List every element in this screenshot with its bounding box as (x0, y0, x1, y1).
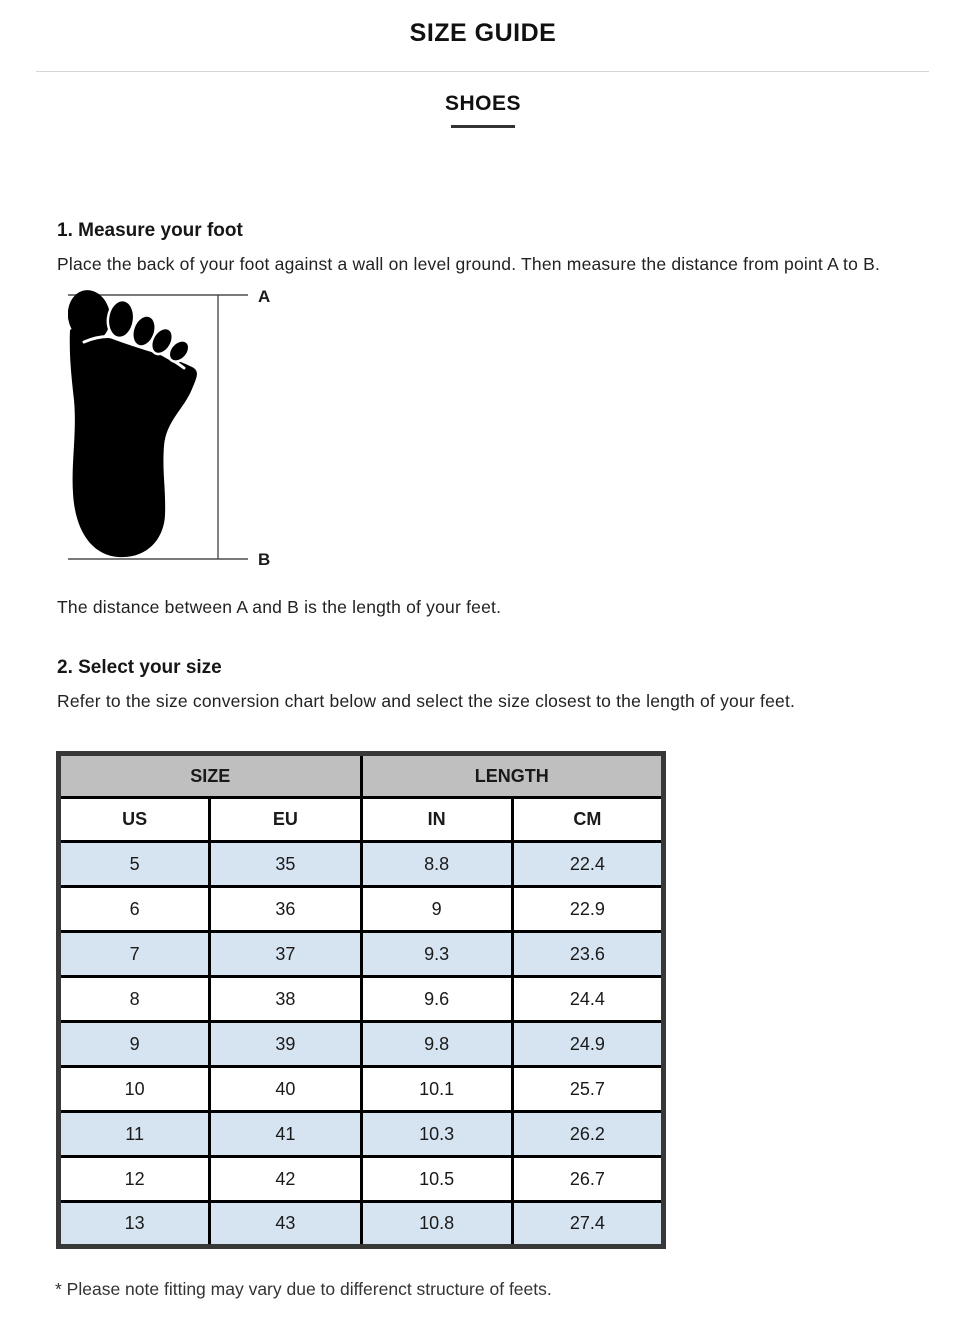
cell-cm: 27.4 (512, 1202, 663, 1247)
cell-us: 8 (59, 977, 210, 1022)
cell-in: 9 (361, 887, 512, 932)
cell-in: 8.8 (361, 842, 512, 887)
cell-in: 10.3 (361, 1112, 512, 1157)
category-underline (451, 125, 515, 128)
group-header-length: LENGTH (361, 754, 664, 798)
cell-cm: 22.9 (512, 887, 663, 932)
cell-eu: 35 (210, 842, 361, 887)
cell-cm: 26.2 (512, 1112, 663, 1157)
table-row (59, 1202, 664, 1247)
cell-eu: 43 (210, 1202, 361, 1247)
table-row (59, 1067, 664, 1112)
cell-eu: 41 (210, 1112, 361, 1157)
cell-us: 7 (59, 932, 210, 977)
page-title: SIZE GUIDE (409, 19, 557, 47)
cell-in: 10.8 (361, 1202, 512, 1247)
cell-us: 6 (59, 887, 210, 932)
point-a-label: A (258, 288, 271, 306)
table-column-header-row (59, 798, 664, 842)
col-header-us: US (59, 798, 210, 842)
table-row (59, 842, 664, 887)
cell-eu: 40 (210, 1067, 361, 1112)
col-header-in: IN (361, 798, 512, 842)
table-row (59, 887, 664, 932)
cell-in: 10.1 (361, 1067, 512, 1112)
foot-measurement-diagram (68, 288, 288, 572)
cell-cm: 22.4 (512, 842, 663, 887)
cell-us: 10 (59, 1067, 210, 1112)
cell-in: 9.3 (361, 932, 512, 977)
table-row (59, 932, 664, 977)
divider (36, 71, 929, 72)
point-b-label: B (258, 550, 271, 569)
cell-us: 11 (59, 1112, 210, 1157)
cell-cm: 26.7 (512, 1157, 663, 1202)
table-row (59, 1022, 664, 1067)
select-step-heading: 2. Select your size (57, 657, 222, 678)
size-conversion-table (56, 751, 666, 1249)
footnote: * Please note fitting may vary due to differenct structure of feets. (55, 1279, 552, 1299)
cell-eu: 37 (210, 932, 361, 977)
measure-step-instruction: Place the back of your foot against a wall on level ground. Then measure the distance from point A to B. (57, 254, 881, 274)
col-header-eu: EU (210, 798, 361, 842)
cell-us: 13 (59, 1202, 210, 1247)
table-group-header-row (59, 754, 664, 798)
cell-in: 9.6 (361, 977, 512, 1022)
diagram-caption: The distance between A and B is the length of your feet. (57, 597, 502, 617)
foot-silhouette (68, 288, 197, 557)
col-header-cm: CM (512, 798, 663, 842)
cell-in: 10.5 (361, 1157, 512, 1202)
cell-in: 9.8 (361, 1022, 512, 1067)
select-step-instruction: Refer to the size conversion chart below and select the size closest to the length of your feet. (57, 691, 796, 711)
table-row (59, 977, 664, 1022)
group-header-size: SIZE (59, 754, 362, 798)
cell-eu: 36 (210, 887, 361, 932)
cell-cm: 23.6 (512, 932, 663, 977)
cell-eu: 42 (210, 1157, 361, 1202)
table-row (59, 1157, 664, 1202)
cell-cm: 24.9 (512, 1022, 663, 1067)
cell-us: 9 (59, 1022, 210, 1067)
cell-us: 12 (59, 1157, 210, 1202)
cell-cm: 24.4 (512, 977, 663, 1022)
cell-eu: 39 (210, 1022, 361, 1067)
cell-eu: 38 (210, 977, 361, 1022)
measure-step-heading: 1. Measure your foot (57, 220, 243, 241)
table-row (59, 1112, 664, 1157)
category-title: SHOES (444, 92, 522, 115)
cell-us: 5 (59, 842, 210, 887)
cell-cm: 25.7 (512, 1067, 663, 1112)
